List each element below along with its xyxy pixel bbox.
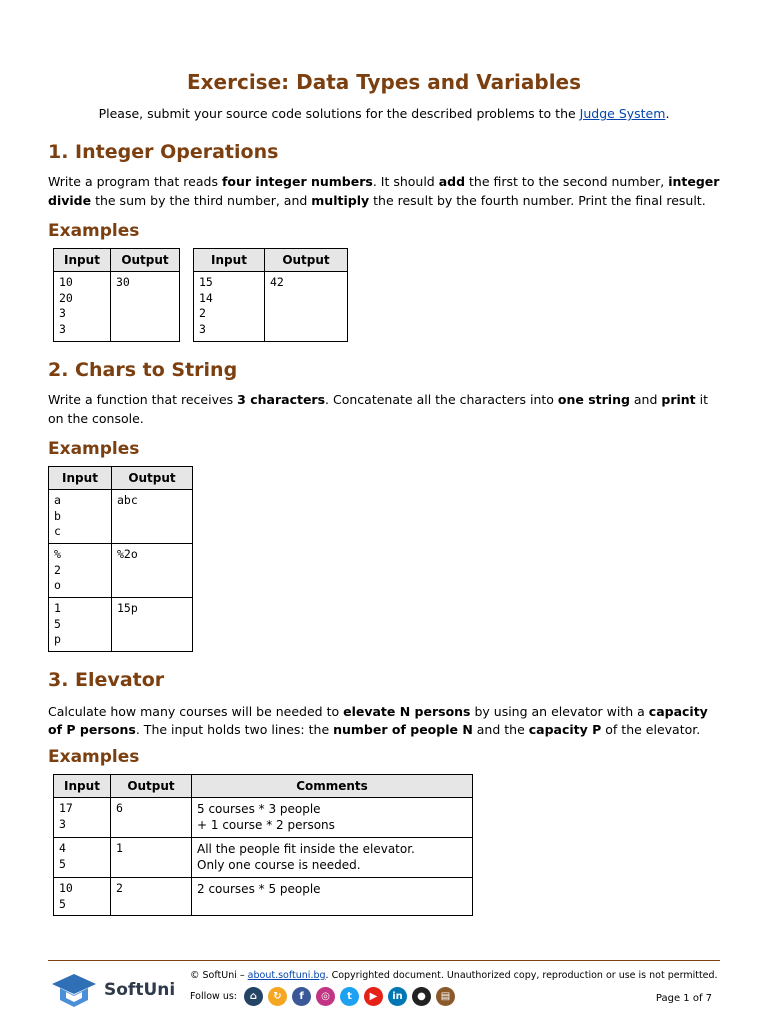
page-number: Page 1 of 7: [655, 993, 712, 1004]
col-output: Output: [112, 467, 193, 490]
problem1-example-table-2: [193, 248, 348, 342]
col-input: Input: [54, 249, 111, 272]
problem1-example-table-1: [53, 248, 180, 342]
problem3-example-table: [53, 774, 473, 916]
intro-after: .: [665, 106, 670, 121]
softuni-alt-icon[interactable]: ↻: [268, 987, 287, 1006]
cell-input: 17 3: [54, 798, 111, 838]
cell-output: 15p: [112, 598, 193, 652]
cell-output: 2: [111, 878, 192, 916]
cell-output: 1: [111, 838, 192, 878]
table-row: [49, 598, 193, 652]
github-icon[interactable]: ●: [412, 987, 431, 1006]
problem3-heading: 3. Elevator: [48, 669, 165, 691]
follow-us-label: Follow us:: [190, 991, 237, 1002]
col-output: Output: [111, 775, 192, 798]
problem1-description: Write a program that reads four integer numbers. It should add the first to the second number, integer divide the sum by the third number, and multiply the result by the fourth number. Print the final result.: [48, 174, 720, 208]
cell-comment: 2 courses * 5 people: [192, 878, 473, 916]
problem1-heading: 1. Integer Operations: [48, 141, 279, 163]
footer-divider: [48, 960, 720, 961]
cell-input: 1 5 p: [49, 598, 112, 652]
table-row: [54, 798, 473, 838]
linkedin-icon[interactable]: in: [388, 987, 407, 1006]
copyright-text: © SoftUni – about.softuni.bg. Copyrighted document. Unauthorized copy, reproduction or use is not permitted.: [190, 970, 718, 981]
cell-input: % 2 o: [49, 544, 112, 598]
table-row: [49, 490, 193, 544]
cell-input: 4 5: [54, 838, 111, 878]
cell-output: 42: [265, 272, 348, 342]
cell-output: %2o: [112, 544, 193, 598]
cell-output: 6: [111, 798, 192, 838]
twitter-icon[interactable]: t: [340, 987, 359, 1006]
cell-output: 30: [111, 272, 180, 342]
intro-text: [48, 106, 720, 121]
problem3-examples-heading: Examples: [48, 747, 140, 767]
cell-comment: All the people fit inside the elevator. Only one course is needed.: [192, 838, 473, 878]
col-output: Output: [265, 249, 348, 272]
table-row: [49, 544, 193, 598]
softuni-icon[interactable]: ⌂: [244, 987, 263, 1006]
col-output: Output: [111, 249, 180, 272]
problem2-heading: 2. Chars to String: [48, 359, 238, 381]
col-input: Input: [49, 467, 112, 490]
youtube-icon[interactable]: ▶: [364, 987, 383, 1006]
col-input: Input: [194, 249, 265, 272]
cell-input: 15 14 2 3: [194, 272, 265, 342]
instagram-icon[interactable]: ◎: [316, 987, 335, 1006]
forum-icon[interactable]: ▤: [436, 987, 455, 1006]
problem3-description: Calculate how many courses will be needed to elevate N persons by using an elevator with a capacity of P persons. The input holds two lines: the number of people N and the capacity P of the elevator.: [48, 704, 708, 737]
cell-output: abc: [112, 490, 193, 544]
cell-comment: 5 courses * 3 people + 1 course * 2 persons: [192, 798, 473, 838]
problem1-examples-heading: Examples: [48, 221, 140, 241]
facebook-icon[interactable]: f: [292, 987, 311, 1006]
softuni-logo-text: SoftUni: [104, 980, 176, 1000]
social-icons: [244, 987, 455, 1006]
col-comments: Comments: [192, 775, 473, 798]
problem2-description: Write a function that receives 3 characters. Concatenate all the characters into one string and print it on the console.: [48, 392, 709, 426]
problem2-examples-heading: Examples: [48, 439, 140, 459]
problem2-example-table: [48, 466, 193, 652]
judge-system-link[interactable]: Judge System: [579, 106, 666, 121]
cell-input: 10 20 3 3: [54, 272, 111, 342]
cell-input: a b c: [49, 490, 112, 544]
col-input: Input: [54, 775, 111, 798]
cell-input: 10 5: [54, 878, 111, 916]
page-title: Exercise: Data Types and Variables: [186, 70, 582, 94]
table-row: [54, 878, 473, 916]
table-row: [54, 838, 473, 878]
about-softuni-link[interactable]: about.softuni.bg: [247, 970, 326, 981]
intro-before: Please, submit your source code solutions for the described problems to the: [98, 106, 580, 121]
